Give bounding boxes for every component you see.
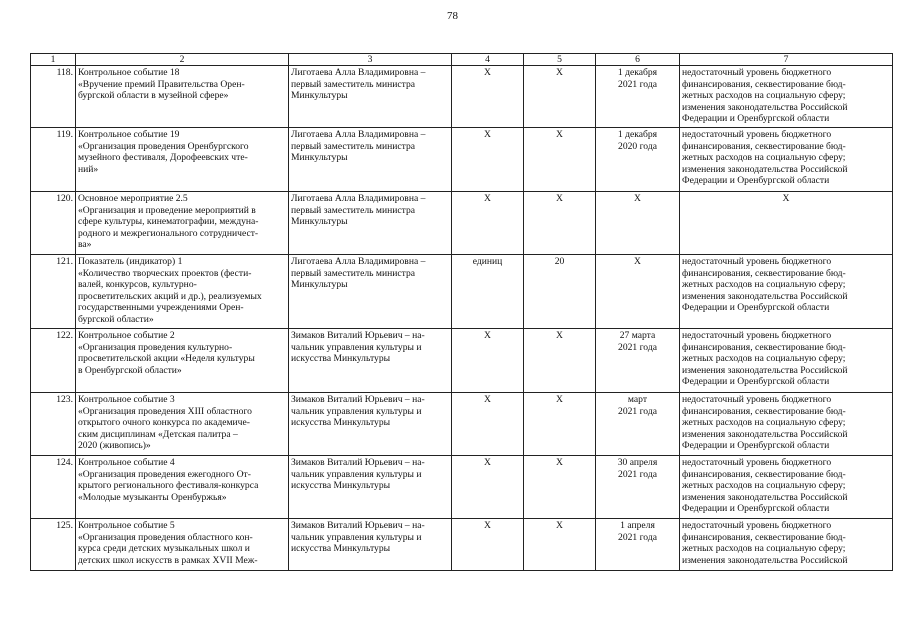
column-header-1: 1 [31, 54, 76, 66]
value-cell: X [524, 393, 596, 456]
risk-cell: X [680, 192, 893, 255]
table-row [31, 456, 893, 519]
table-row [31, 66, 893, 128]
event-cell: Контрольное событие 4 «Организация проведения ежегодного От- крытого регионального фестиваля-конкурса «Молодые музыканты Оренбуржья» [76, 456, 289, 519]
unit-cell: X [452, 456, 524, 519]
risk-cell: недостаточный уровень бюджетного финансирования, секвестирование бюд- жетных расходов на социальную сферу; изменения законодательства Российской Федерации и Оренбургской области [680, 393, 893, 456]
table-row [31, 329, 893, 393]
value-cell: X [524, 456, 596, 519]
row-number: 118. [31, 66, 76, 128]
column-header-3: 3 [289, 54, 452, 66]
table-row [31, 255, 893, 329]
date-cell: 1 декабря 2021 года [596, 66, 680, 128]
unit-cell: X [452, 393, 524, 456]
value-cell: X [524, 66, 596, 128]
value-cell: X [524, 329, 596, 393]
responsible-cell: Зимаков Виталий Юрьевич – на- чальник управления культуры и искусства Минкультуры [289, 456, 452, 519]
table-row [31, 393, 893, 456]
date-cell: март 2021 года [596, 393, 680, 456]
unit-cell: X [452, 192, 524, 255]
unit-cell: X [452, 519, 524, 571]
risk-cell: недостаточный уровень бюджетного финансирования, секвестирование бюд- жетных расходов на социальную сферу; изменения законодательства Российской [680, 519, 893, 571]
value-cell: X [524, 192, 596, 255]
responsible-cell: Лиготаева Алла Владимировна – первый заместитель министра Минкультуры [289, 192, 452, 255]
responsible-cell: Зимаков Виталий Юрьевич – на- чальник управления культуры и искусства Минкультуры [289, 519, 452, 571]
column-header-7: 7 [680, 54, 893, 66]
row-number: 125. [31, 519, 76, 571]
unit-cell: X [452, 66, 524, 128]
unit-cell: X [452, 128, 524, 192]
event-cell: Основное мероприятие 2.5 «Организация и проведение мероприятий в сфере культуры, кинематографии, междуна- родного и межрегионального сотрудничест- ва» [76, 192, 289, 255]
date-cell: 1 апреля 2021 года [596, 519, 680, 571]
event-cell: Контрольное событие 2 «Организация проведения культурно- просветительской акции «Неделя культуры в Оренбургской области» [76, 329, 289, 393]
responsible-cell: Лиготаева Алла Владимировна – первый заместитель министра Минкультуры [289, 66, 452, 128]
responsible-cell: Лиготаева Алла Владимировна – первый заместитель министра Минкультуры [289, 255, 452, 329]
date-cell: 1 декабря 2020 года [596, 128, 680, 192]
value-cell: 20 [524, 255, 596, 329]
event-cell: Контрольное событие 3 «Организация проведения XIII областного открытого очного конкурса по академиче- ским дисциплинам «Детская палитра – 2020 (живопись)» [76, 393, 289, 456]
responsible-cell: Зимаков Виталий Юрьевич – на- чальник управления культуры и искусства Минкультуры [289, 393, 452, 456]
risk-cell: недостаточный уровень бюджетного финансирования, секвестирование бюд- жетных расходов на социальную сферу; изменения законодательства Российской Федерации и Оренбургской области [680, 255, 893, 329]
column-number-row [31, 54, 893, 66]
date-cell: 30 апреля 2021 года [596, 456, 680, 519]
risk-cell: недостаточный уровень бюджетного финансирования, секвестирование бюд- жетных расходов на социальную сферу; изменения законодательства Российской Федерации и Оренбургской области [680, 456, 893, 519]
row-number: 122. [31, 329, 76, 393]
page-number: 78 [447, 10, 458, 22]
risk-cell: недостаточный уровень бюджетного финансирования, секвестирование бюд- жетных расходов на социальную сферу; изменения законодательства Российской Федерации и Оренбургской области [680, 128, 893, 192]
table-row [31, 519, 893, 571]
unit-cell: X [452, 329, 524, 393]
risk-cell: недостаточный уровень бюджетного финансирования, секвестирование бюд- жетных расходов на социальную сферу; изменения законодательства Российской Федерации и Оренбургской области [680, 329, 893, 393]
column-header-4: 4 [452, 54, 524, 66]
event-cell: Контрольное событие 5 «Организация проведения областного кон- курса среди детских музыкальных школ и детских школ искусств в рамках XVII Меж- [76, 519, 289, 571]
column-header-6: 6 [596, 54, 680, 66]
value-cell: X [524, 128, 596, 192]
date-cell: X [596, 192, 680, 255]
event-cell: Контрольное событие 18 «Вручение премий Правительства Орен- бургской области в музейной сфере» [76, 66, 289, 128]
table-row [31, 128, 893, 192]
value-cell: X [524, 519, 596, 571]
event-cell: Контрольное событие 19 «Организация проведения Оренбургского музейного фестиваля, Дорофеевских чте- ний» [76, 128, 289, 192]
table-row [31, 192, 893, 255]
row-number: 123. [31, 393, 76, 456]
row-number: 121. [31, 255, 76, 329]
date-cell: X [596, 255, 680, 329]
risk-cell: недостаточный уровень бюджетного финансирования, секвестирование бюд- жетных расходов на социальную сферу; изменения законодательства Российской Федерации и Оренбургской области [680, 66, 893, 128]
column-header-2: 2 [76, 54, 289, 66]
row-number: 124. [31, 456, 76, 519]
row-number: 120. [31, 192, 76, 255]
event-cell: Показатель (индикатор) 1 «Количество творческих проектов (фести- валей, конкурсов, культурно- просветительских акций и др.), реализуемых государственными учреждениями Орен- бургской области» [76, 255, 289, 329]
responsible-cell: Зимаков Виталий Юрьевич – на- чальник управления культуры и искусства Минкультуры [289, 329, 452, 393]
document-table [30, 53, 893, 571]
column-header-5: 5 [524, 54, 596, 66]
row-number: 119. [31, 128, 76, 192]
unit-cell: единиц [452, 255, 524, 329]
responsible-cell: Лиготаева Алла Владимировна – первый заместитель министра Минкультуры [289, 128, 452, 192]
date-cell: 27 марта 2021 года [596, 329, 680, 393]
